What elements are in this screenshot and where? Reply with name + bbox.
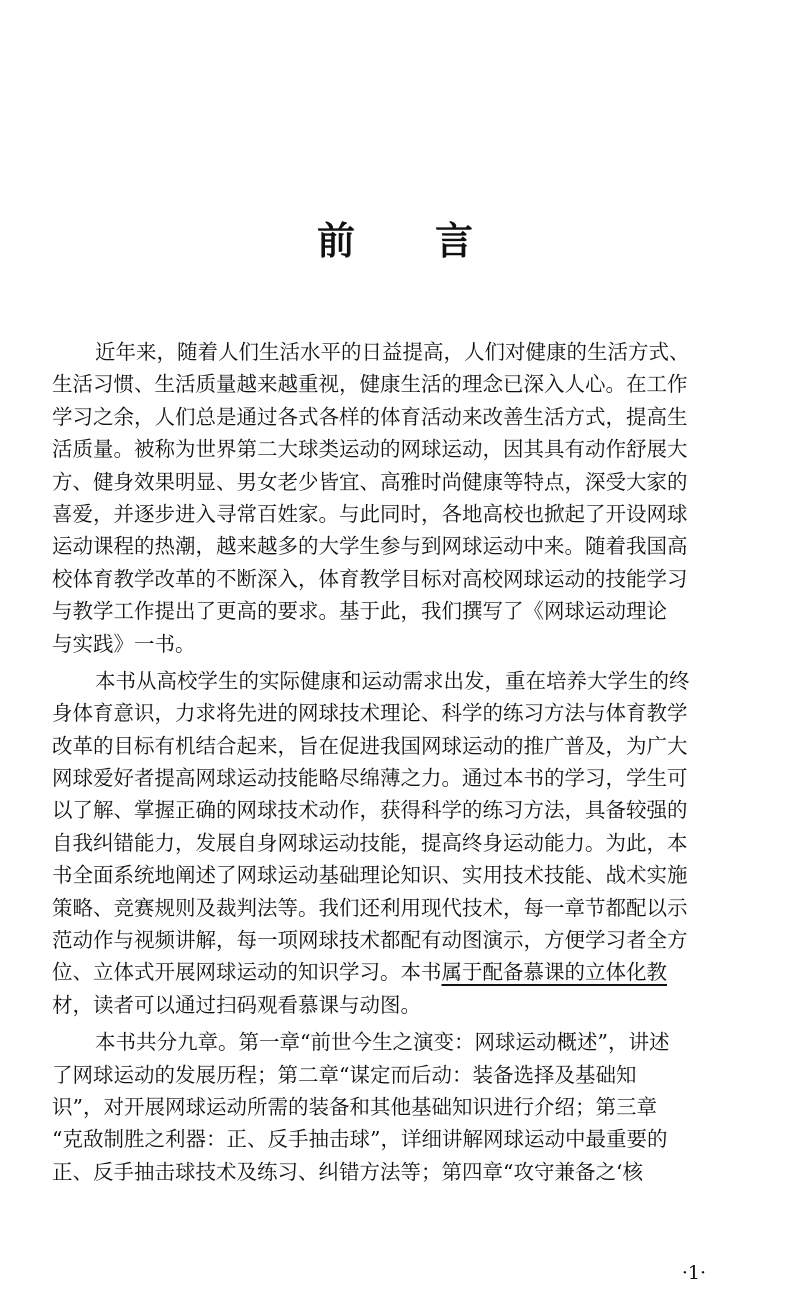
text-line: 材，读者可以通过扫码观看慕课与动图。 <box>52 992 421 1017</box>
page-title-char: 言 <box>435 218 474 263</box>
text-line: 校体育教学改革的不断深入，体育教学目标对高校网球运动的技能学习 <box>52 566 688 591</box>
text-line: 活质量。被称为世界第二大球类运动的网球运动，因其具有动作舒展大 <box>52 437 688 462</box>
text-line: 生活习惯、生活质量越来越重视，健康生活的理念已深入人心。在工作 <box>52 372 688 397</box>
text-line: 策略、竞赛规则及裁判法等。我们还利用现代技术，每一章节都配以示 <box>52 895 688 920</box>
body-text <box>52 336 732 1188</box>
text-line: 书全面系统地阐述了网球运动基础理论知识、实用技术技能、战术实施 <box>52 863 688 888</box>
text-line: 方、健身效果明显、男女老少皆宜、高雅时尚健康等特点，深受大家的 <box>52 469 688 494</box>
text-line: 与教学工作提出了更高的要求。基于此，我们撰写了《网球运动理论 <box>52 599 667 624</box>
paragraph <box>52 336 732 660</box>
page-title-char: 前 <box>316 218 355 263</box>
text-line: 本书从高校学生的实际健康和运动需求出发，重在培养大学生的终 <box>95 668 690 693</box>
text-line: 了网球运动的发展历程；第二章“谋定而后动：装备选择及基础知 <box>52 1062 637 1087</box>
text-line: 网球爱好者提高网球运动技能略尽绵薄之力。通过本书的学习，学生可 <box>52 766 688 791</box>
text-line: 与实践》一书。 <box>52 631 196 656</box>
paragraph <box>52 665 732 1021</box>
page-title <box>0 210 790 265</box>
text-line <box>52 956 732 988</box>
text-line: 喜爱，并逐步进入寻常百姓家。与此同时，各地高校也掀起了开设网球 <box>52 501 688 526</box>
text-segment: 位、立体式开展网球运动的知识学习。本书 <box>52 960 442 985</box>
paragraph <box>52 1026 732 1188</box>
page-number: ·1· <box>681 1262 706 1284</box>
text-line: 自我纠错能力，发展自身网球运动技能，提高终身运动能力。为此，本 <box>52 830 688 855</box>
text-line: 改革的目标有机结合起来，旨在促进我国网球运动的推广普及，为广大 <box>52 733 688 758</box>
text-line: 身体育意识，力求将先进的网球技术理论、科学的练习方法与体育教学 <box>52 701 688 726</box>
underlined-text: 属于配备慕课的立体化教 <box>441 960 667 985</box>
text-line: “克敌制胜之利器：正、反手抽击球”，详细讲解网球运动中最重要的 <box>52 1127 668 1152</box>
text-line: 近年来，随着人们生活水平的日益提高，人们对健康的生活方式、 <box>95 340 690 364</box>
text-line: 以了解、掌握正确的网球技术动作，获得科学的练习方法，具备较强的 <box>52 798 688 823</box>
text-line: 识”，对开展网球运动所需的装备和其他基础知识进行介绍；第三章 <box>52 1094 657 1119</box>
text-line: 本书共分九章。第一章“前世今生之演变：网球运动概述”，讲述 <box>95 1030 670 1055</box>
text-line: 正、反手抽击球技术及练习、纠错方法等；第四章“攻守兼备之‘核 <box>52 1159 643 1184</box>
text-line: 运动课程的热潮，越来越多的大学生参与到网球运动中来。随着我国高 <box>52 534 688 559</box>
text-line: 学习之余，人们总是通过各式各样的体育活动来改善生活方式，提高生 <box>52 404 688 429</box>
text-line: 范动作与视频讲解，每一项网球技术都配有动图演示，方便学习者全方 <box>52 928 688 953</box>
